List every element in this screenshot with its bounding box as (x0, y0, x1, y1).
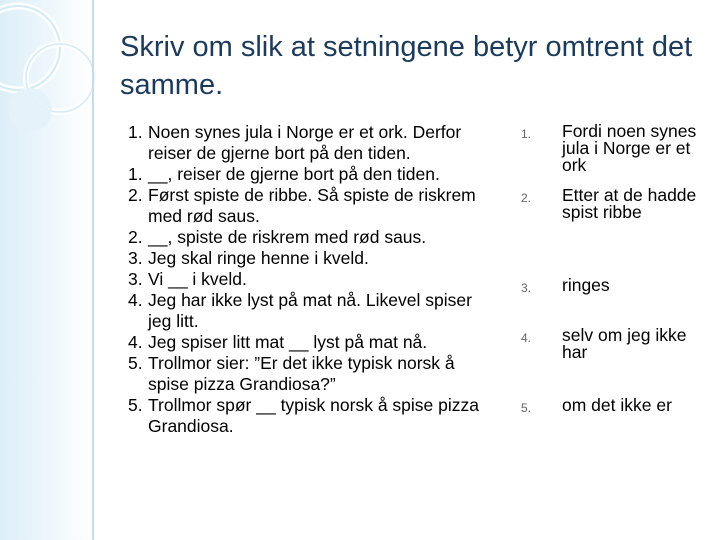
list-item (128, 353, 498, 395)
answer-item (521, 187, 711, 221)
answer-number: 3. (521, 281, 532, 295)
item-text: Noen synes jula i Norge er et ork. Derfor reiser de gjerne bort på den tiden. (148, 122, 462, 163)
answer-number: 1. (521, 127, 532, 141)
item-number: 2. (128, 185, 143, 205)
item-number: 5. (128, 353, 143, 373)
list-item (128, 164, 498, 185)
item-number: 2. (128, 227, 143, 247)
answer-item (521, 277, 711, 295)
answer-text: selv om jeg ikke har (562, 325, 687, 362)
list-item (128, 395, 498, 437)
answer-item (521, 327, 711, 361)
answer-number: 5. (521, 401, 532, 415)
item-text: Jeg har ikke lyst på mat nå. Likevel spiser jeg litt. (148, 290, 472, 331)
sentence-list (128, 122, 498, 437)
item-text: Trollmor sier: ”Er det ikke typisk norsk å spise pizza Grandiosa?” (148, 353, 455, 394)
item-number: 4. (128, 332, 143, 352)
vertical-divider (92, 0, 94, 540)
slide-title: Skriv om slik at setningene betyr omtrent det samme. (120, 31, 693, 101)
list-item (128, 227, 498, 248)
item-text: Vi __ i kveld. (148, 269, 247, 289)
answer-number: 4. (521, 331, 532, 345)
item-text: Jeg skal ringe henne i kveld. (148, 248, 369, 268)
item-text: Jeg spiser litt mat __ lyst på mat nå. (148, 332, 428, 352)
answer-text: Fordi noen synes jula i Norge er et ork (562, 121, 697, 175)
answer-item (521, 123, 711, 174)
answer-number: 2. (521, 191, 532, 205)
item-text: Trollmor spør __ typisk norsk å spise pizza Grandiosa. (148, 395, 479, 436)
list-item (128, 122, 498, 164)
list-item (128, 332, 498, 353)
item-number: 1. (128, 122, 143, 142)
item-number: 4. (128, 290, 143, 310)
answer-text: ringes (562, 275, 610, 295)
item-number: 5. (128, 395, 143, 415)
item-text: __, reiser de gjerne bort på den tiden. (148, 164, 440, 184)
list-item (128, 290, 498, 332)
answer-text: om det ikke er (562, 395, 672, 415)
list-item (128, 248, 498, 269)
item-number: 1. (128, 164, 143, 184)
answer-text: Etter at de hadde spist ribbe (562, 185, 697, 222)
item-number: 3. (128, 248, 143, 268)
list-item (128, 185, 498, 227)
list-item (128, 269, 498, 290)
item-text: Først spiste de ribbe. Så spiste de riskrem med rød saus. (148, 185, 476, 226)
item-number: 3. (128, 269, 143, 289)
item-text: __, spiste de riskrem med rød saus. (148, 227, 427, 247)
answer-item (521, 397, 711, 415)
